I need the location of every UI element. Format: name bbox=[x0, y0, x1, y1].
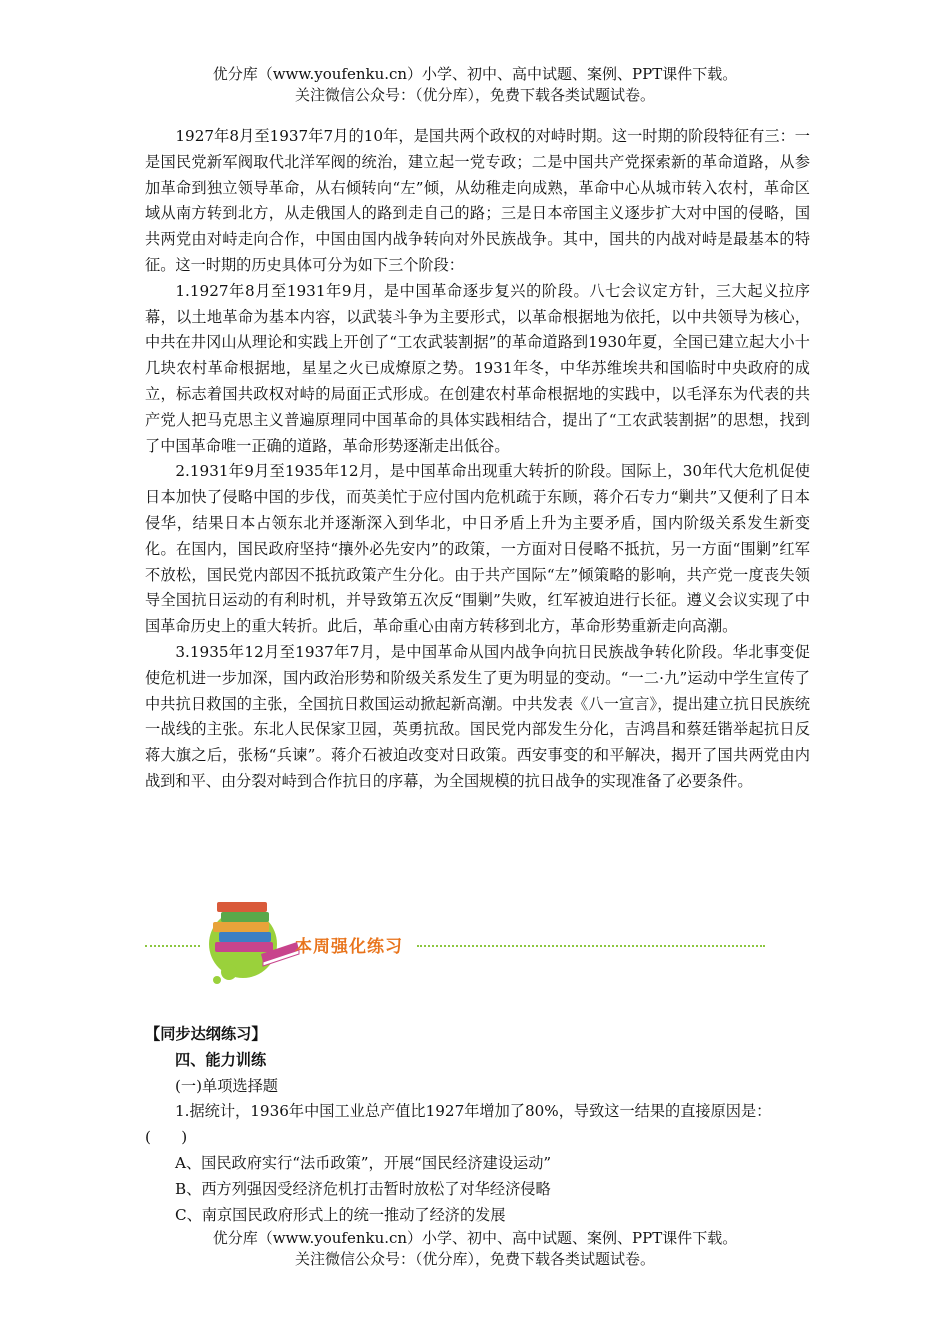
header-line-1: 优分库（www.youfenku.cn）小学、初中、高中试题、案例、PPT课件下载。 bbox=[212, 65, 738, 83]
paragraph-intro: 1927年8月至1937年7月的10年，是国共两个政权的对峙时期。这一时期的阶段特征有三：一是国民党新军阀取代北洋军阀的统治，建立起一党专政；二是中国共产党探索新的革命道路，从参加革命到独立领导革命，从右倾转向“左”倾，从幼稚走向成熟，革命中心从城市转入农村，革命区域从南方转到北方，从走俄国人的路到走自己的路；三是日本帝国主义逐步扩大对中国的侵略，国共两党由对峙走向合作，中国由国内战争转向对外民族战争。其中，国共的内战对峙是最基本的特征。这一时期的历史具体可分为如下三个阶段： bbox=[145, 127, 810, 274]
question-text: 1.据统计，1936年中国工业总产值比1927年增加了80%，导致这一结果的直接原因是： bbox=[175, 1102, 772, 1121]
exercise-subheading: (一)单项选择题 bbox=[175, 1076, 278, 1095]
option-c: C、南京国民政府形式上的统一推动了经济的发展 bbox=[175, 1205, 506, 1224]
paragraph-stage-2: 2.1931年9月至1935年12月，是中国革命出现重大转折的阶段。国际上，30年代大危机促使日本加快了侵略中国的步伐，而英美忙于应付国内危机疏于东顾，蒋介石专力“剿共”又便利了日本侵华，结果日本占领东北并逐渐深入到华北，中日矛盾上升为主要矛盾，国内阶级关系发生新变化。在国内，国民政府坚持“攘外必先安内”的政策，一方面对日侵略不抵抗，另一方面“围剿”红军不放松，国民党内部因不抵抗政策产生分化。由于共产国际“左”倾策略的影响，共产党一度丧失领导全国抗日运动的有利时机，并导致第五次反“围剿”失败，红军被迫进行长征。遵义会议实现了中国革命历史上的重大转折。此后，革命重心由南方转移到北方，革命形势重新走向高潮。 bbox=[145, 462, 810, 636]
option-a: A、国民政府实行“法币政策”，开展“国民经济建设运动” bbox=[175, 1153, 552, 1172]
banner-title: 本周强化练习 bbox=[295, 937, 403, 957]
footer-line-2: 关注微信公众号：（优分库），免费下载各类试题试卷。 bbox=[294, 1250, 655, 1268]
option-b: B、西方列强因受经济危机打击暂时放松了对华经济侵略 bbox=[175, 1179, 551, 1198]
dotted-divider-right bbox=[417, 945, 765, 947]
paragraph-stage-3: 3.1935年12月至1937年7月，是中国革命从国内战争向抗日民族战争转化阶段。华北事变促使危机进一步加深，国内政治形势和阶级关系发生了更为明显的变动。“一二·九”运动中学生宣传了中共抗日救国的主张，全国抗日救国运动掀起新高潮。中共发表《八一宣言》，提出建立抗日民族统一战线的主张。东北人民保家卫园，英勇抗敌。国民党内部发生分化，吉鸿昌和蔡廷锴举起抗日反蒋大旗之后，张杨“兵谏”。蒋介石被迫改变对日政策。西安事变的和平解决，揭开了国共两党由内战到和平、由分裂对峙到合作抗日的序幕，为全国规模的抗日战争的实现准备了必要条件。 bbox=[145, 642, 810, 790]
footer-line-1: 优分库（www.youfenku.cn）小学、初中、高中试题、案例、PPT课件下载。 bbox=[212, 1229, 738, 1247]
page-header bbox=[0, 64, 950, 106]
header-line-2: 关注微信公众号：（优分库），免费下载各类试题试卷。 bbox=[294, 86, 655, 104]
paragraph-stage-1: 1.1927年8月至1931年9月，是中国革命逐步复兴的阶段。八七会议定方针，三大起义拉序幕，以土地革命为基本内容，以武装斗争为主要形式，以革命根据地为依托，以中共领导为核心，中共在井冈山从理论和实践上开创了“工农武装割据”的革命道路到1930年夏，全国已建立起大小十几块农村革命根据地，星星之火已成燎原之势。1931年冬，中华苏维埃共和国临时中央政府的成立，标志着国共政权对峙的局面正式形成。在创建农村革命根据地的实践中，以毛泽东为代表的共产党人把马克思主义普遍原理同中国革命的具体实践相结合，提出了“工农武装割据”的思想，找到了中国革命唯一正确的道路，革命形势逐渐走出低谷。 bbox=[145, 281, 810, 455]
weekly-practice-banner bbox=[145, 890, 765, 990]
dotted-divider-left bbox=[145, 945, 200, 947]
section-label: 【同步达纲练习】 bbox=[145, 1025, 267, 1043]
page-footer bbox=[0, 1228, 950, 1270]
book-stack-icon bbox=[201, 892, 301, 988]
answer-blank: ( ) bbox=[145, 1128, 188, 1147]
article-body bbox=[145, 124, 810, 795]
exercise-section bbox=[145, 1022, 815, 1228]
exercise-heading: 四、能力训练 bbox=[175, 1050, 267, 1069]
